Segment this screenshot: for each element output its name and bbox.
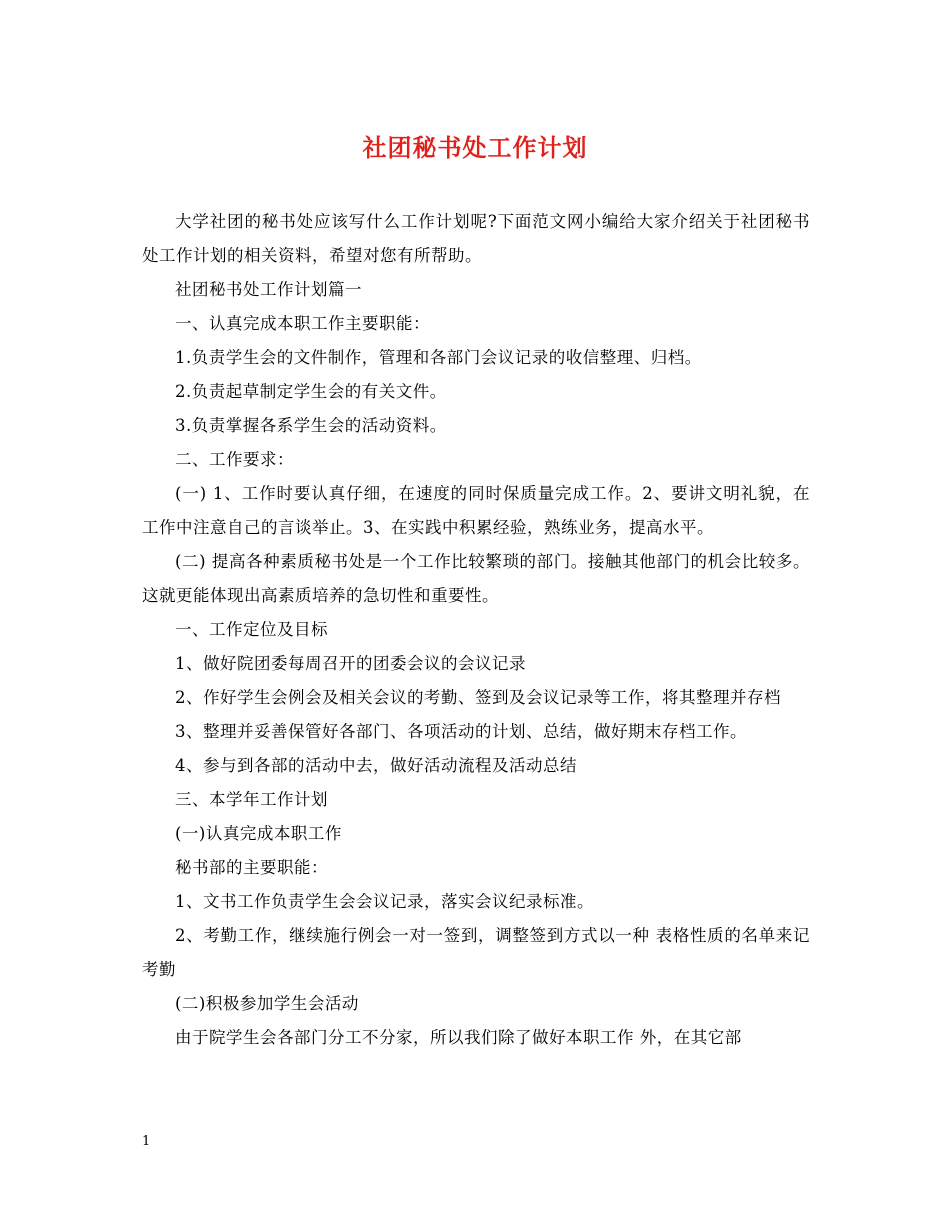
- paragraph: 3.负责掌握各系学生会的活动资料。: [175, 416, 447, 435]
- paragraph: (二)积极参加学生会活动: [175, 994, 359, 1013]
- paragraph: 2、考勤工作，继续施行例会一对一签到，调整签到方式以一种 表格性质的名单来记考勤: [142, 926, 810, 979]
- paragraph: (一) 1、工作时要认真仔细，在速度的同时保质量完成工作。2、要讲文明礼貌，在工作中注意自己的言谈举止。3、在实践中积累经验，熟练业务，提高水平。: [142, 484, 810, 537]
- paragraph: 由于院学生会各部门分工不分家，所以我们除了做好本职工作 外，在其它部: [175, 1028, 742, 1047]
- paragraph: 1、做好院团委每周召开的团委会议的会议记录: [175, 654, 526, 673]
- paragraph: 一、工作定位及目标: [175, 620, 328, 639]
- paragraph: (一)认真完成本职工作: [175, 824, 342, 843]
- page-number: 1: [142, 1134, 151, 1149]
- paragraph: 1、文书工作负责学生会会议记录，落实会议纪录标准。: [175, 892, 594, 911]
- document-title: 社团秘书处工作计划: [362, 134, 588, 162]
- paragraph: 4、参与到各部的活动中去，做好活动流程及活动总结: [175, 756, 577, 775]
- paragraph: 二、工作要求：: [175, 450, 294, 469]
- paragraph: 大学社团的秘书处应该写什么工作计划呢?下面范文网小编给大家介绍关于社团秘书处工作计划的相关资料，希望对您有所帮助。: [142, 212, 810, 265]
- paragraph: 2、作好学生会例会及相关会议的考勤、签到及会议记录等工作，将其整理并存档: [175, 688, 781, 707]
- paragraph: 一、认真完成本职工作主要职能：: [175, 314, 430, 333]
- paragraph: 2.负责起草制定学生会的有关文件。: [175, 382, 447, 401]
- paragraph: 三、本学年工作计划: [175, 790, 328, 809]
- paragraph: 1.负责学生会的文件制作，管理和各部门会议记录的收信整理、归档。: [175, 348, 702, 367]
- document-body: [142, 205, 810, 1055]
- paragraph: 秘书部的主要职能：: [175, 858, 328, 877]
- paragraph: 3、整理并妥善保管好各部门、各项活动的计划、总结，做好期末存档工作。: [175, 722, 747, 741]
- paragraph: 社团秘书处工作计划篇一: [175, 280, 362, 299]
- paragraph: (二) 提高各种素质秘书处是一个工作比较繁琐的部门。接触其他部门的机会比较多。这就更能体现出高素质培养的急切性和重要性。: [142, 552, 810, 605]
